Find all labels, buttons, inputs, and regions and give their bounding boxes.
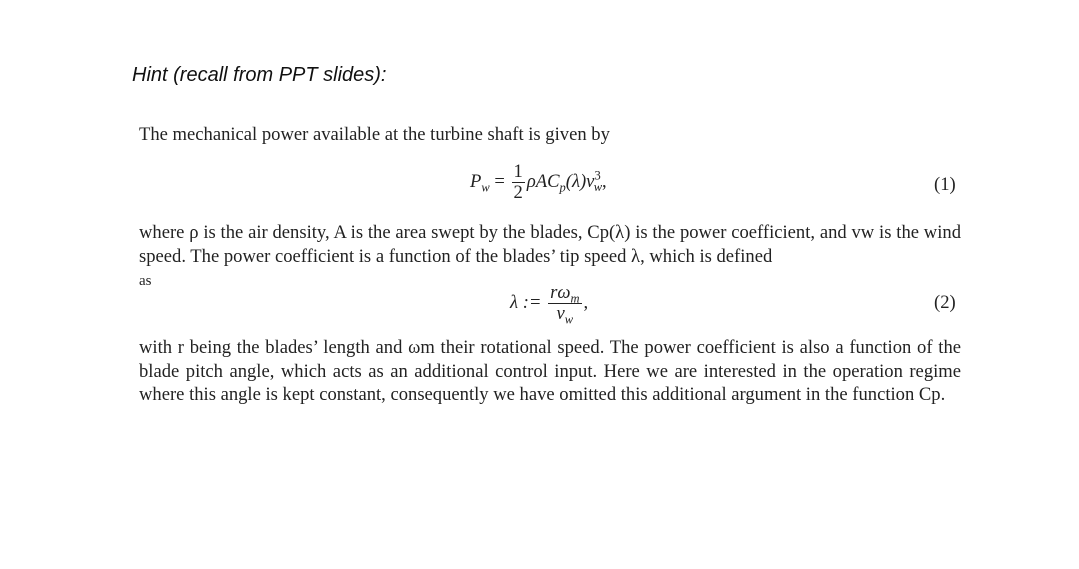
equation-1 — [470, 162, 607, 203]
eq2-frac-num: rω — [550, 282, 571, 303]
eq2-frac-den-sub: w — [564, 312, 574, 327]
eq1-rhs-sup: 3 — [594, 168, 601, 183]
eq1-tail: , — [602, 170, 607, 192]
equation-2-number: (2) — [934, 292, 956, 313]
as-word: as — [139, 273, 152, 289]
eq2-fraction — [548, 282, 581, 327]
hint-heading: Hint (recall from PPT slides): — [132, 64, 387, 86]
equation-1-number: (1) — [934, 174, 956, 195]
eq1-fraction — [512, 162, 525, 203]
eq1-lhs: P — [470, 170, 482, 192]
eq1-lhs-sub: w — [481, 180, 490, 195]
description-paragraph: where ρ is the air density, A is the area swept by the blades, Cp(λ) is the power coefficient, and vw is the wind speed. The power coefficient is a function of the blades’ tip speed λ, which is defined — [139, 222, 961, 267]
eq2-lhs: λ := — [510, 291, 542, 313]
eq1-frac-num: 1 — [513, 161, 523, 182]
eq2-frac-num-wrap — [548, 283, 581, 304]
eq2-frac-den: v — [556, 303, 565, 324]
closing-paragraph: with r being the blades’ length and ωm their rotational speed. The power coefficient is also a function of the blade pitch angle, which acts as an additional control input. Here we are interested in the operation regime where this angle is kept constant, consequently we have omitted this additional argument in the function Cp. — [139, 337, 961, 406]
eq2-frac-num-sub: m — [570, 291, 580, 306]
eq2-tail: , — [583, 291, 589, 313]
eq1-rhs-sub2: w — [593, 180, 603, 195]
intro-paragraph: The mechanical power available at the turbine shaft is given by — [139, 124, 610, 145]
eq1-rhs-b: (λ)v — [565, 170, 595, 192]
eq1-operator: = — [494, 170, 505, 192]
eq1-rhs-sub: p — [559, 180, 566, 195]
equation-2 — [510, 282, 589, 327]
eq1-frac-den: 2 — [513, 182, 523, 203]
eq1-rhs-a: ρAC — [526, 170, 560, 192]
eq2-frac-den-wrap — [548, 303, 581, 327]
